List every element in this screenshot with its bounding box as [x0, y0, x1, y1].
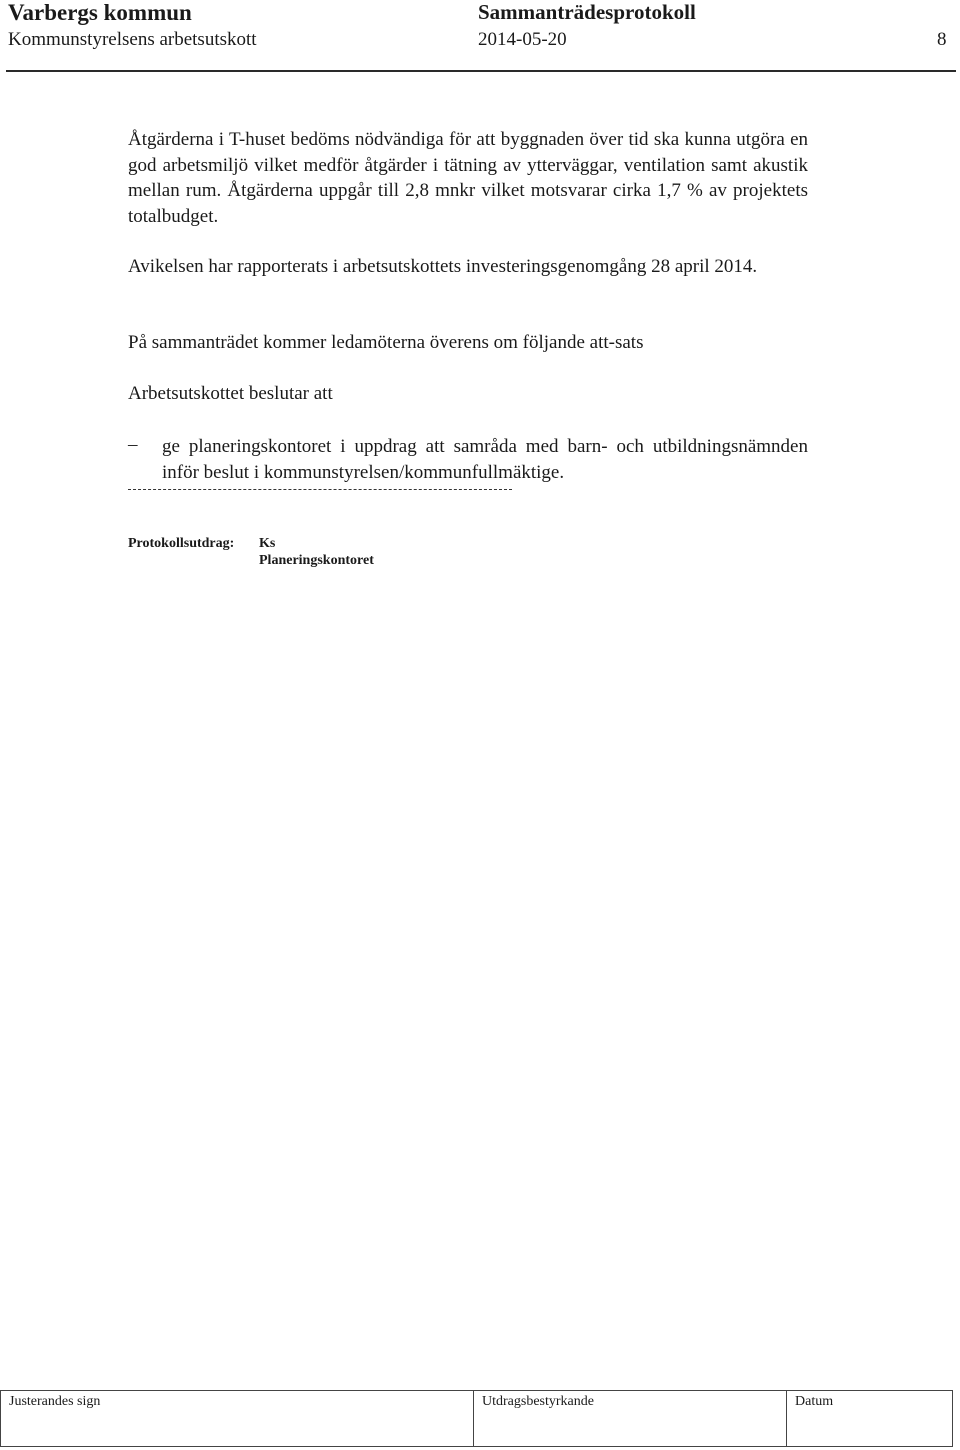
date-label: Datum: [795, 1394, 834, 1409]
decision-dash: –: [128, 434, 138, 455]
signature-label: Justerandes sign: [9, 1394, 101, 1409]
extract-recipient: Ks: [259, 536, 276, 551]
paragraph-text: På sammanträdet kommer ledamöterna överens om följande att-sats: [128, 332, 644, 353]
organization-name: Varbergs kommun: [8, 0, 192, 25]
body-paragraph-1: [128, 127, 808, 229]
certification-cell: [474, 1391, 787, 1446]
decision-item: ge planeringskontoret i uppdrag att samråda med barn- och utbildningsnämnden inför beslut i kommunstyrelsen/kommunfullmäktige.: [162, 436, 808, 483]
meeting-date: 2014-05-20: [478, 29, 567, 50]
document-type: Sammanträdesprotokoll: [478, 0, 696, 24]
paragraph-text: Åtgärderna i T-huset bedöms nödvändiga för att byggnaden över tid ska kunna utgöra en god arbetsmiljö vilket medför åtgärder i tätning av ytterväggar, ventilation samt akustik mellan rum. Åtgärderna uppgår till 2,8 mnkr vilket motsvarar cirka 1,7 % av projektets totalbudget.: [128, 129, 808, 227]
body-paragraph-2: [128, 254, 808, 280]
extract-recipient: Planeringskontoret: [259, 553, 374, 568]
body-paragraph-4: [128, 381, 808, 407]
date-cell: [787, 1391, 952, 1446]
page-number: 8: [937, 29, 947, 50]
signature-cell: [1, 1391, 474, 1446]
header-divider: [6, 70, 956, 72]
dashed-divider: [128, 489, 512, 490]
certification-label: Utdragsbestyrkande: [482, 1394, 594, 1409]
body-paragraph-3: [128, 330, 808, 356]
paragraph-text: Arbetsutskottet beslutar att: [128, 383, 333, 404]
paragraph-text: Avikelsen har rapporterats i arbetsutskottets investeringsgenomgång 28 april 2014.: [128, 256, 758, 277]
extract-label: Protokollsutdrag:: [128, 536, 235, 551]
committee-name: Kommunstyrelsens arbetsutskott: [8, 29, 257, 50]
signature-footer: [0, 1390, 953, 1447]
